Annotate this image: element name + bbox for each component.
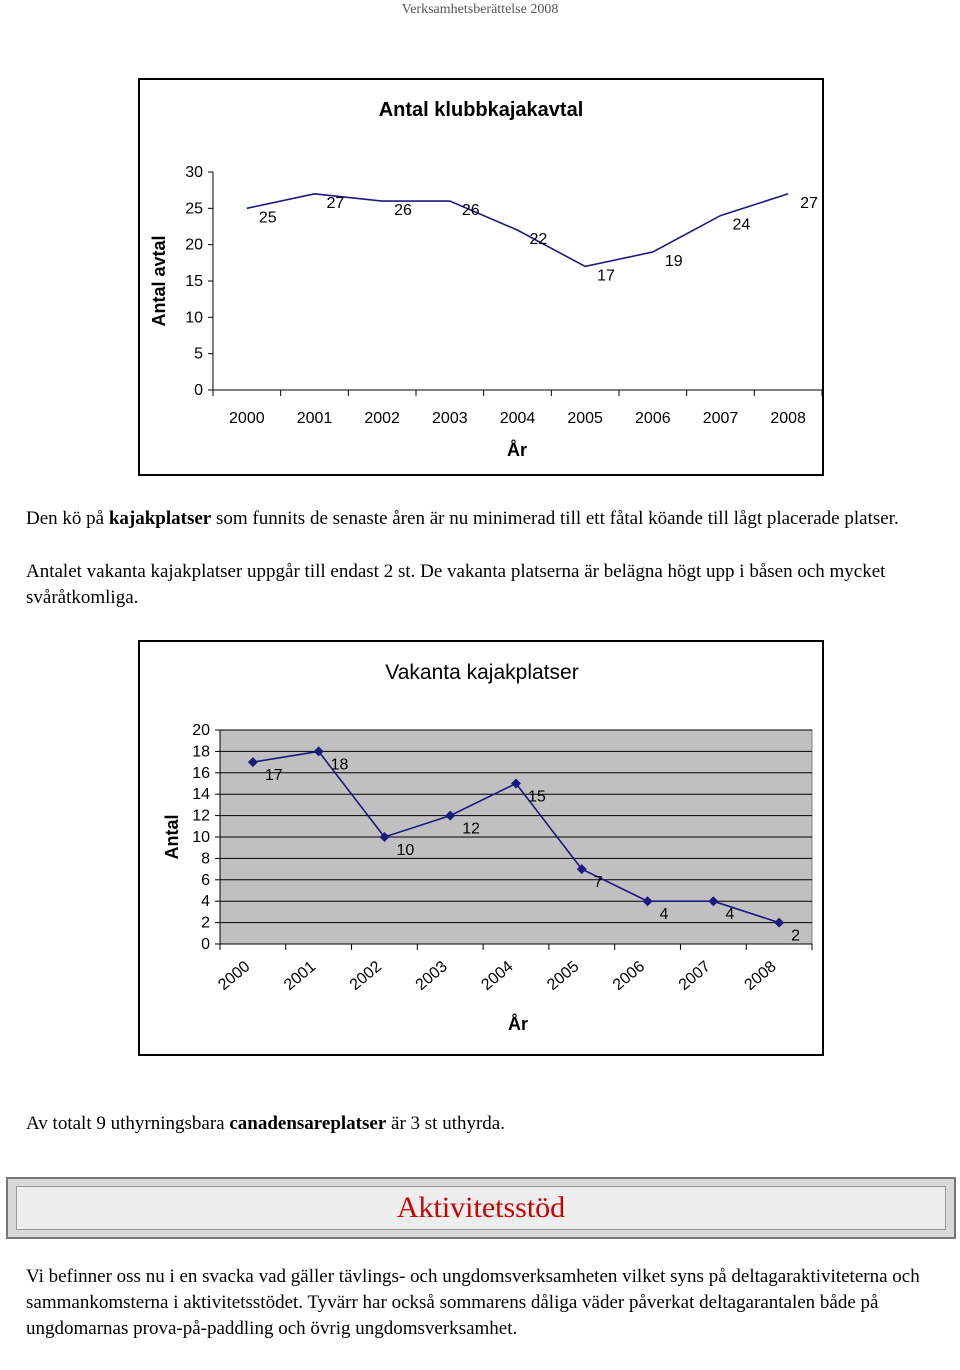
paragraph-activity-support: Vi befinner oss nu i en svacka vad gäller tävlings- och ungdomsverksamheten vilket syns på deltagaraktiviteterna och sammankomsterna i aktivitetsstödet. Tyvärr har också sommarens dåliga väder påverkat deltagarantalen både på ungdomarnas prova-på-paddling och övrig ungdomsverksamhet. xyxy=(26,1266,920,1339)
y-axis-title: Antal xyxy=(162,814,182,860)
x-tick-label: 2006 xyxy=(635,410,671,427)
x-tick-label: 2005 xyxy=(544,958,583,994)
x-tick-label: 2002 xyxy=(346,958,386,994)
x-tick-label: 2008 xyxy=(741,958,780,994)
p1-text-a: Den kö på xyxy=(26,508,109,529)
x-tick-label: 2001 xyxy=(296,410,333,427)
p1-text-c: som funnits de senaste åren är nu minimerad till ett fåtal köande till lågt placerade platser. xyxy=(211,508,899,529)
y-tick-label: 8 xyxy=(201,850,210,868)
data-label: 17 xyxy=(264,767,283,785)
x-tick-label: 2004 xyxy=(499,410,536,427)
p1-bold-kajakplatser: kajakplatser xyxy=(108,508,212,529)
y-tick-label: 12 xyxy=(192,807,210,825)
data-label: 4 xyxy=(659,906,669,924)
chart2-svg xyxy=(140,642,822,1054)
x-tick-label: 2007 xyxy=(702,410,739,427)
data-label: 18 xyxy=(330,756,349,774)
data-label: 24 xyxy=(732,216,751,234)
y-tick-label: 16 xyxy=(192,764,210,782)
y-tick-label: 30 xyxy=(185,164,203,181)
data-label: 10 xyxy=(396,842,415,859)
section-title: Aktivitetsstöd xyxy=(396,1191,566,1224)
data-label: 19 xyxy=(664,252,683,270)
x-tick-label: 2000 xyxy=(229,410,265,427)
data-label: 7 xyxy=(593,874,603,892)
y-tick-label: 14 xyxy=(192,786,210,804)
x-tick-label: 2003 xyxy=(432,410,468,427)
data-label: 17 xyxy=(597,267,615,285)
chart-title: Antal klubbkajakavtal xyxy=(378,99,584,121)
x-tick-label: 2006 xyxy=(609,958,649,994)
x-tick-label: 2005 xyxy=(567,410,603,427)
y-tick-label: 15 xyxy=(185,273,203,290)
x-tick-label: 2003 xyxy=(412,958,451,994)
data-label: 27 xyxy=(800,194,818,212)
chart-title: Vakanta kajakplatser xyxy=(385,661,579,684)
data-label: 15 xyxy=(528,788,546,806)
p3-bold-canadensareplatser: canadensareplatser xyxy=(229,1113,387,1134)
section-heading-box xyxy=(6,1177,956,1239)
x-tick-label: 2002 xyxy=(364,410,400,427)
x-tick-label: 2004 xyxy=(478,958,517,994)
data-label: 25 xyxy=(258,209,277,227)
p3-text-a: Av totalt 9 uthyrningsbara xyxy=(26,1113,230,1134)
x-axis-title: År xyxy=(506,440,528,460)
data-label: 26 xyxy=(394,202,412,220)
klubbkajakavtal-chart xyxy=(138,78,824,476)
paragraph-queue xyxy=(26,506,936,532)
y-tick-label: 0 xyxy=(201,936,210,953)
paragraph-vacancies: Antalet vakanta kajakplatser uppgår till endast 2 st. De vakanta platserna är belägna högt upp i båsen och mycket svåråtkomliga. xyxy=(26,561,886,608)
data-label: 22 xyxy=(529,231,548,249)
y-tick-label: 2 xyxy=(201,914,210,932)
x-tick-label: 2001 xyxy=(281,958,320,994)
y-tick-label: 5 xyxy=(194,345,203,363)
paragraph-canadensare xyxy=(26,1111,936,1137)
data-label: 2 xyxy=(791,927,801,945)
data-label: 27 xyxy=(326,194,345,212)
data-label: 12 xyxy=(462,820,481,838)
y-tick-label: 10 xyxy=(185,309,203,327)
x-tick-label: 2007 xyxy=(675,958,714,994)
running-header: Verksamhetsberättelse 2008 xyxy=(401,2,559,17)
p3-text-c: är 3 st uthyrda. xyxy=(386,1113,505,1134)
y-tick-label: 25 xyxy=(185,200,203,218)
vakanta-kajakplatser-chart xyxy=(138,640,824,1056)
y-tick-label: 6 xyxy=(201,871,210,889)
y-tick-label: 20 xyxy=(192,722,210,739)
data-label: 4 xyxy=(725,906,735,924)
y-tick-label: 4 xyxy=(201,893,210,911)
y-axis-title: Antal avtal xyxy=(149,235,169,327)
x-tick-label: 2008 xyxy=(770,410,806,427)
y-tick-label: 10 xyxy=(192,829,210,846)
y-tick-label: 20 xyxy=(185,236,203,254)
chart1-svg xyxy=(140,80,822,474)
y-tick-label: 0 xyxy=(194,382,203,399)
y-tick-label: 18 xyxy=(192,743,210,761)
data-label: 26 xyxy=(461,202,480,220)
x-tick-label: 2000 xyxy=(215,958,254,994)
x-axis-title: År xyxy=(507,1014,529,1034)
